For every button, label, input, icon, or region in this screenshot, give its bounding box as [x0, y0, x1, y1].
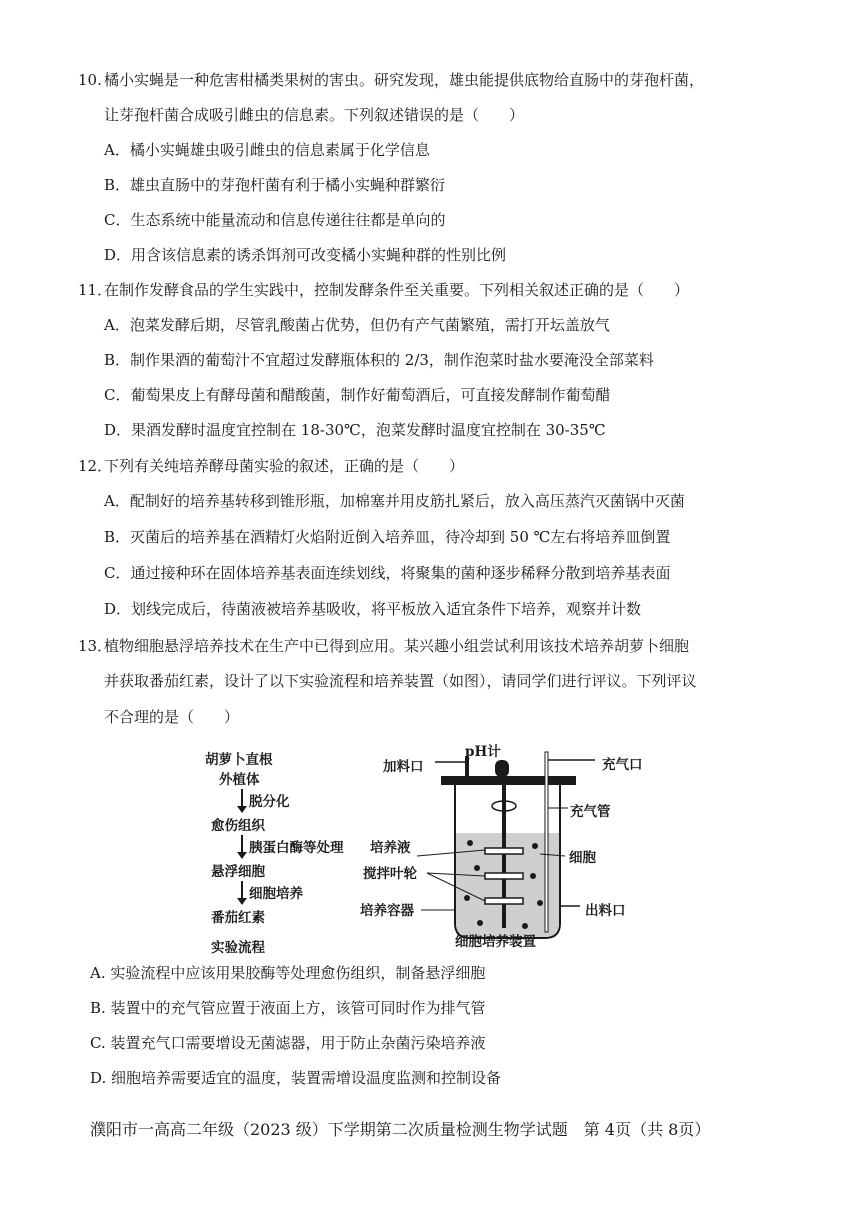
question-12-option-b: B．灭菌后的培养基在酒精灯火焰附近倒入培养皿，待冷却到 50 ℃左右将培养皿倒置 [104, 528, 671, 546]
question-13-option-c: C. 装置充气口需要增设无菌滤器，用于防止杂菌污染培养液 [90, 1034, 486, 1052]
question-11-stem: 在制作发酵食品的学生实践中，控制发酵条件至关重要。下列相关叙述正确的是（ ） [104, 281, 690, 299]
question-10-stem-line1: 橘小实蝇是一种危害柑橘类果树的害虫。研究发现，雄虫能提供底物给直肠中的芽孢杆菌， [104, 71, 705, 89]
cells-label: 细胞 [569, 850, 596, 866]
question-12-option-d: D．划线完成后，待菌液被培养基吸收，将平板放入适宜条件下培养，观察并计数 [104, 600, 642, 618]
question-10-number: 10. [78, 71, 102, 89]
flow-step-callus: 愈伤组织 [211, 818, 265, 834]
question-13-stem-line3: 不合理的是（ ） [104, 708, 240, 726]
flow-arrow-3 [241, 881, 243, 903]
flow-caption: 实验流程 [211, 940, 265, 956]
ph-meter-label: pH计 [465, 744, 501, 760]
question-11-option-d: D．果酒发酵时温度宜控制在 18-30℃，泡菜发酵时温度宜控制在 30-35℃ [104, 421, 606, 439]
question-12-option-a: A．配制好的培养基转移到锥形瓶，加棉塞并用皮筋扎紧后，放入高压蒸汽灭菌锅中灭菌 [104, 492, 685, 510]
air-inlet-label: 充气口 [602, 757, 643, 773]
question-10-option-b: B．雄虫直肠中的芽孢杆菌有利于橘小实蝇种群繁衍 [104, 176, 446, 194]
flow-arrow-1-label: 脱分化 [249, 794, 290, 810]
outlet-label: 出料口 [585, 903, 626, 919]
flow-arrow-1 [241, 789, 243, 811]
air-tube-label: 充气管 [570, 804, 611, 820]
flow-step-lycopene: 番茄红素 [211, 910, 265, 926]
question-12-stem: 下列有关纯培养酵母菌实验的叙述，正确的是（ ） [104, 457, 465, 475]
question-13-stem-line1: 植物细胞悬浮培养技术在生产中已得到应用。某兴趣小组尝试利用该技术培养胡萝卜细胞 [104, 637, 690, 655]
question-13-number: 13． [78, 637, 113, 655]
feed-inlet-label: 加料口 [383, 759, 424, 775]
question-11-number: 11． [78, 281, 113, 299]
experiment-flow-chart [205, 748, 365, 956]
question-10-stem-line2: 让芽孢杆菌合成吸引雌虫的信息素。下列叙述错误的是（ ） [104, 106, 525, 124]
culture-device-diagram [355, 738, 655, 953]
flow-arrow-3-label: 细胞培养 [249, 886, 303, 902]
question-12-number: 12． [78, 457, 113, 475]
question-13-option-a: A. 实验流程中应该用果胶酶等处理愈伤组织，制备悬浮细胞 [90, 964, 486, 982]
flow-step-explant: 外植体 [219, 772, 260, 788]
vessel-label: 培养容器 [360, 903, 414, 919]
page-footer: 濮阳市一高高二年级（2023 级）下学期第二次质量检测生物学试题 第 4页（共 8页） [90, 1120, 711, 1139]
question-13-option-d: D. 细胞培养需要适宜的温度，装置需增设温度监测和控制设备 [90, 1069, 502, 1087]
flow-step-taproot: 胡萝卜直根 [205, 752, 273, 768]
question-10-option-a: A．橘小实蝇雄虫吸引雌虫的信息素属于化学信息 [104, 141, 430, 159]
question-11-option-c: C．葡萄果皮上有酵母菌和醋酸菌，制作好葡萄酒后，可直接发酵制作葡萄醋 [104, 386, 611, 404]
question-13-stem-line2: 并获取番茄红素，设计了以下实验流程和培养装置（如图），请同学们进行评议。下列评议 [104, 672, 697, 690]
impeller-label: 搅拌叶轮 [363, 866, 417, 882]
question-11-option-b: B．制作果酒的葡萄汁不宜超过发酵瓶体积的 2/3，制作泡菜时盐水要淹没全部菜料 [104, 351, 654, 369]
flow-arrow-2-label: 胰蛋白酶等处理 [249, 840, 344, 856]
question-11-option-a: A．泡菜发酵后期，尽管乳酸菌占优势，但仍有产气菌繁殖，需打开坛盖放气 [104, 316, 610, 334]
question-10-option-d: D．用含该信息素的诱杀饵剂可改变橘小实蝇种群的性别比例 [104, 246, 507, 264]
device-caption: 细胞培养装置 [455, 934, 536, 950]
question-12-option-c: C．通过接种环在固体培养基表面连续划线，将聚集的菌种逐步稀释分散到培养基表面 [104, 564, 671, 582]
question-10-option-c: C．生态系统中能量流动和信息传递往往都是单向的 [104, 211, 446, 229]
flow-arrow-2 [241, 835, 243, 857]
flow-step-suspension-cells: 悬浮细胞 [211, 864, 265, 880]
question-13-option-b: B. 装置中的充气管应置于液面上方，该管可同时作为排气管 [90, 999, 486, 1017]
medium-label: 培养液 [370, 840, 411, 856]
